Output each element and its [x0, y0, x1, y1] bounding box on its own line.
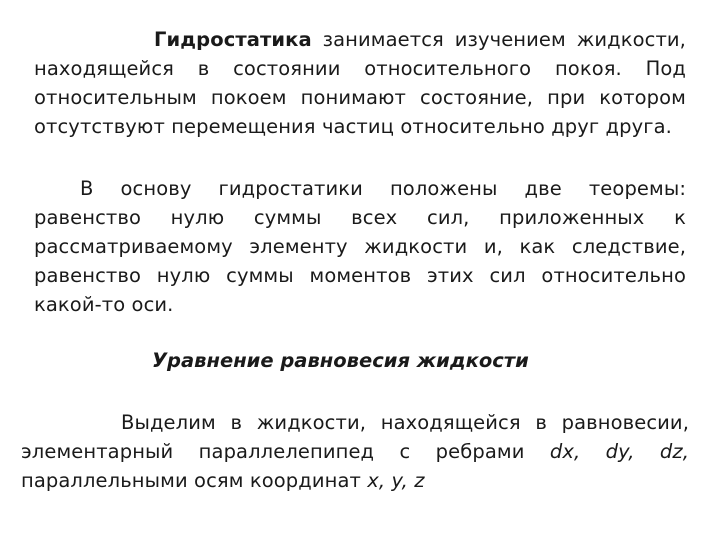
parallelepiped-text-a: Выделим в жидкости, находящейся в равновесии, элементарный параллелепипед с ребрами	[21, 411, 689, 463]
parallelepiped-text-b: параллельными осям координат	[21, 469, 368, 492]
axes-variables: x, y, z	[367, 469, 425, 492]
paragraph-hydrostatics-definition	[34, 25, 686, 141]
paragraph-theorems	[34, 174, 686, 319]
definition-text: занимается изучением жидкости, находящейся в состоянии относительного покоя. Под относительным покоем понимают состояние, при котором отсутствуют перемещения частиц относительно друг друга.	[34, 28, 686, 138]
section-heading: Уравнение равновесия жидкости	[152, 349, 529, 372]
term-hydrostatics: Гидростатика	[154, 28, 312, 51]
edges-variables: dx, dy, dz,	[549, 440, 689, 463]
theorems-text: В основу гидростатики положены две теоремы: равенство нулю суммы всех сил, приложенных к рассматриваемому элементу жидкости и, как следствие, равенство нулю суммы моментов этих сил относительно какой-то оси.	[34, 177, 686, 316]
paragraph-parallelepiped	[21, 408, 689, 495]
